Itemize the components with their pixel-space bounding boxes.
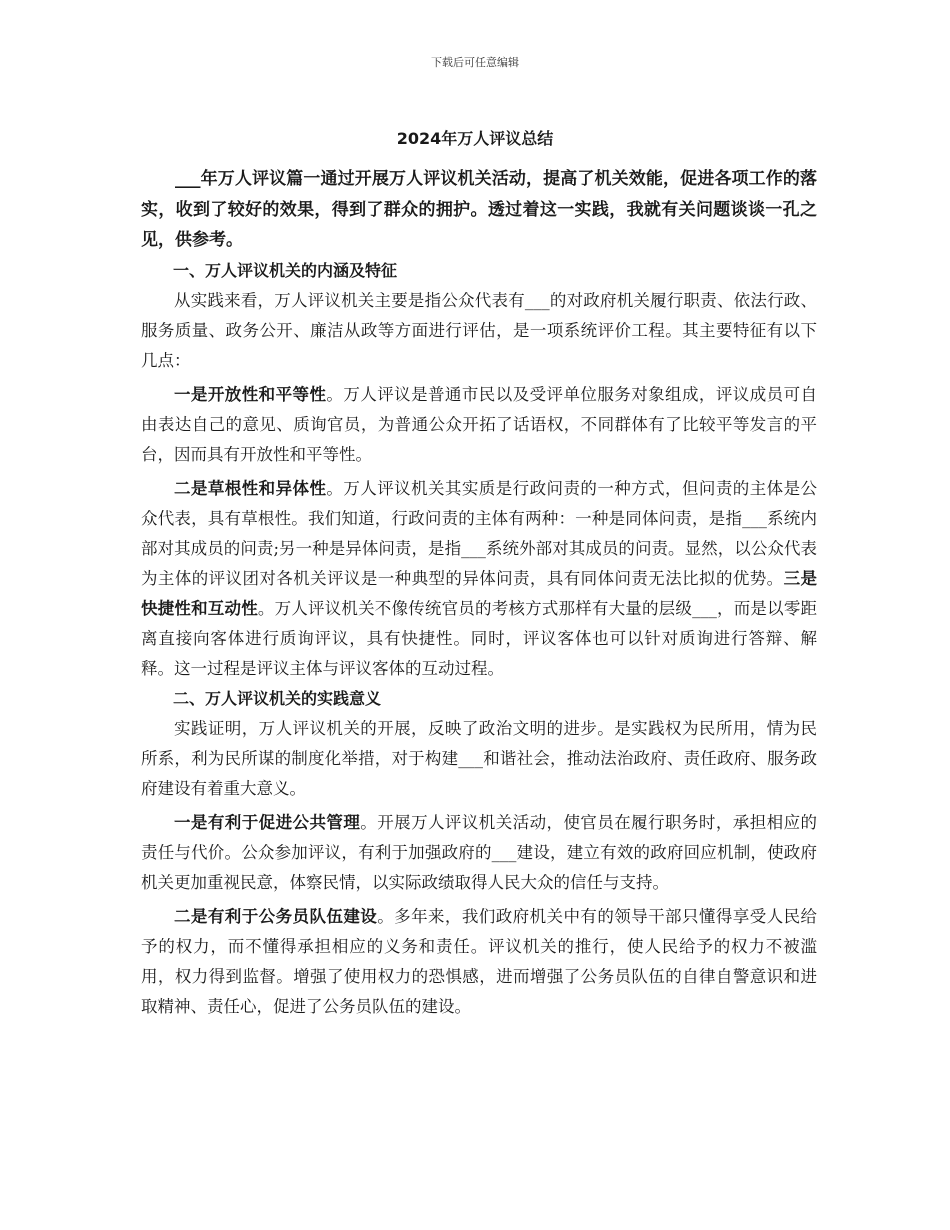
item-text: 。万人评议是普通市民以及受评单位服务对象组成，评议成员可自由表达自己的意见、质询官员，为普通公众开拓了话语权，不同群体有了比较平等发言的平台，因而具有开放性和平等性。 — [141, 384, 818, 464]
item-text: 。开展万人评议机关活动，使官员在履行职务时，承担相应的责任与代价。公众参加评议，有利于加强政府的___建设，建立有效的政府回应机制，使政府机关更加重视民意，体察民情，以实际政绩取得人民大众的信任与支持。 — [141, 812, 818, 892]
item-lead: 二是有利于公务员队伍建设 — [174, 906, 378, 926]
section-1-paragraph: 从实践来看，万人评议机关主要是指公众代表有___的对政府机关履行职责、依法行政、服务质量、政务公开、廉洁从政等方面进行评估，是一项系统评价工程。其主要特征有以下几点： — [141, 290, 817, 370]
section-2-heading: 二、万人评议机关的实践意义 — [173, 688, 382, 708]
section-1-heading: 一、万人评议机关的内涵及特征 — [173, 260, 398, 280]
section-2-item-2 — [141, 902, 817, 1022]
document-title: 2024年万人评议总结 — [396, 129, 554, 148]
item-text: 。万人评议机关其实质是行政问责的一种方式，但问责的主体是公众代表，具有草根性。我们知道，行政问责的主体有两种：一种是同体问责，是指___系统内部对其成员的问责;另一种是异体问责，是指___系统外部对其成员的问责。显然，以公众代表为主体的评议团对各机关评议是一种典型的异体问责，具有同体问责无法比拟的优势。 — [141, 478, 818, 588]
item-lead: 一是开放性和平等性 — [174, 384, 327, 404]
section-2-item-1 — [141, 808, 817, 898]
document-body — [141, 164, 817, 1022]
item-lead: 三是快捷性和互动性 — [141, 568, 818, 618]
section-1-item-1 — [141, 380, 817, 470]
item-text: 。万人评议机关不像传统官员的考核方式那样有大量的层级___，而是以零距离直接向客体进行质询评议，具有快捷性。同时，评议客体也可以针对质询进行答辩、解释。这一过程是评议主体与评议客体的互动过程。 — [141, 598, 818, 678]
item-lead: 一是有利于促进公共管理 — [174, 812, 361, 832]
header-note: 下载后可任意编辑 — [431, 56, 519, 69]
section-2-paragraph: 实践证明，万人评议机关的开展，反映了政治文明的进步。是实践权为民所用，情为民所系，利为民所谋的制度化举措，对于构建___和谐社会，推动法治政府、责任政府、服务政府建设有着重大意义。 — [141, 718, 817, 798]
intro-paragraph: ___年万人评议篇一通过开展万人评议机关活动，提高了机关效能，促进各项工作的落实，收到了较好的效果，得到了群众的拥护。透过着这一实践，我就有关问题谈谈一孔之见，供参考。 — [141, 169, 817, 250]
item-lead: 二是草根性和异体性 — [174, 478, 327, 498]
item-text: 。多年来，我们政府机关中有的领导干部只懂得享受人民给予的权力，而不懂得承担相应的义务和责任。评议机关的推行，使人民给予的权力不被滥用，权力得到监督。增强了使用权力的恐惧感，进而增强了公务员队伍的自律自警意识和进取精神、责任心，促进了公务员队伍的建设。 — [141, 906, 818, 1016]
section-1-item-2 — [141, 474, 817, 684]
